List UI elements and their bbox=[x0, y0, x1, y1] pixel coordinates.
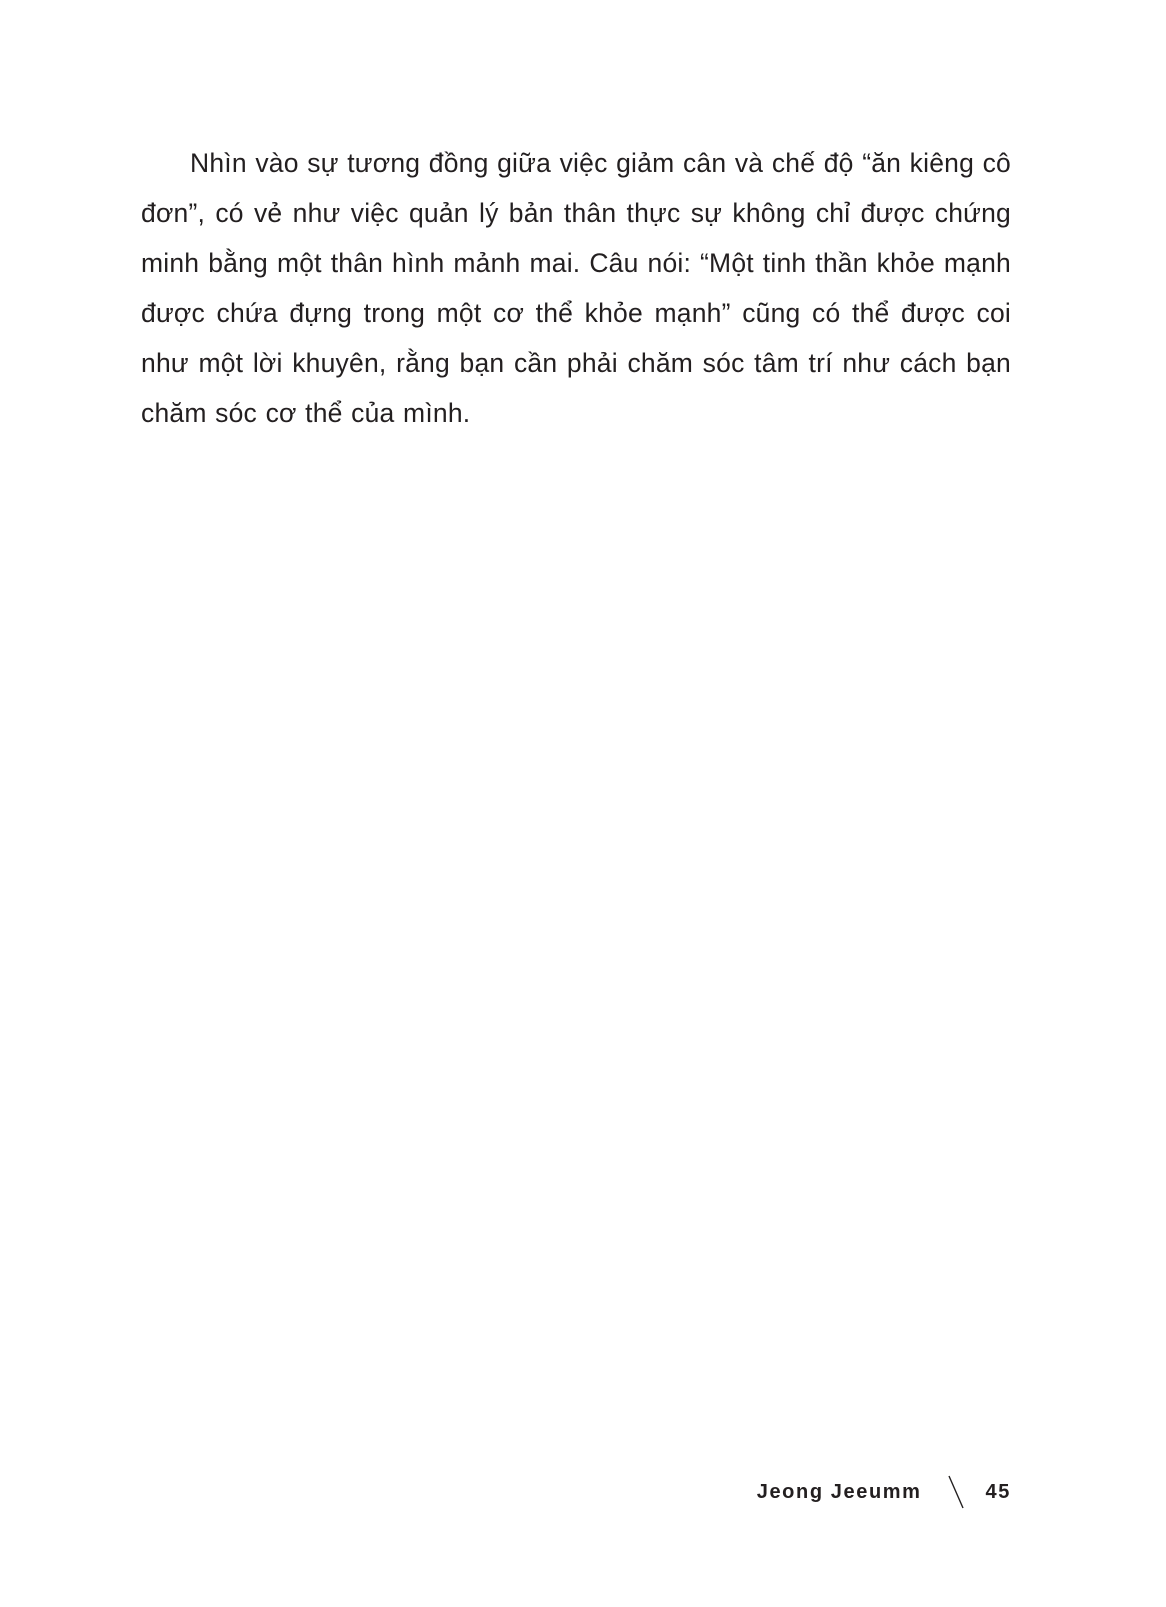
footer-author: Jeong Jeeumm bbox=[756, 1480, 922, 1503]
body-paragraph: Nhìn vào sự tương đồng giữa việc giảm cân và chế độ “ăn kiêng cô đơn”, có vẻ như việc quản lý bản thân thực sự không chỉ được chứng minh bằng một thân hình mảnh mai. Câu nói: “Một tinh thần khỏe mạnh được chứa đựng trong một cơ thể khỏe mạnh” cũng có thể được coi như một lời khuyên, rằng bạn cần phải chăm sóc tâm trí như cách bạn chăm sóc cơ thể của mình. bbox=[141, 148, 1011, 428]
page-footer bbox=[757, 1472, 1011, 1512]
footer-divider-icon bbox=[948, 1475, 964, 1509]
page-number: 45 bbox=[985, 1480, 1011, 1503]
